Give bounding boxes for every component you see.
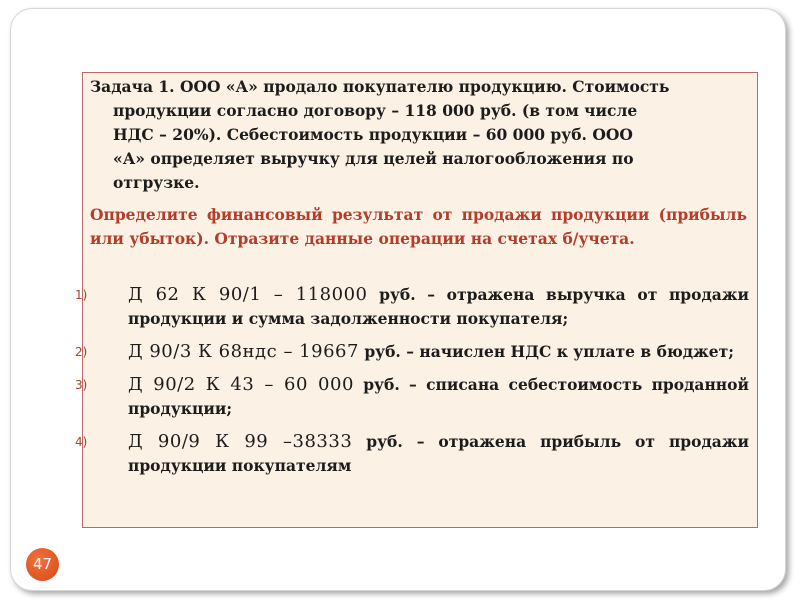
task-text [90,75,747,195]
accounting-entry: Д 62 К 90/1 – 118000 [128,284,368,305]
question-text: Определите финансовый результат от продажи продукции (прибыль или убыток). Отразите данные операции на счетах б/учета. [90,205,747,248]
list-item-number: 2) [75,345,88,359]
entry-description: руб. – отражена прибыль от продажи продукции покупателям [128,432,749,475]
entry-description: руб. – отражена выручка от продажи продукции и сумма задолженности покупателя; [128,285,749,328]
task-line-3: НДС – 20%). Себестоимость продукции – 60 000 руб. ООО [113,125,633,144]
list-item-number: 3) [75,378,88,392]
list-item-number: 4) [75,435,88,449]
page-number-badge: 47 [26,548,59,581]
task-line-2: продукции согласно договору – 118 000 руб. (в том числе [113,101,638,120]
list-item-number: 1) [75,288,88,302]
accounting-entry: Д 90/2 К 43 – 60 000 [128,374,354,395]
list-item [75,373,759,421]
list-item [75,283,759,331]
task-line-5: отгрузке. [113,173,200,192]
entry-description: руб. – начислен НДС к уплате в бюджет; [358,342,734,361]
list-item [75,340,759,364]
entry-description: руб. – списана себестоимость проданной продукции; [128,375,749,418]
accounting-entry: Д 90/9 К 99 –38333 [128,431,353,452]
task-line-4: «А» определяет выручку для целей налогообложения по [113,149,634,168]
list-item [75,430,759,478]
entries-list [75,283,759,487]
accounting-entry: Д 90/3 К 68ндс – 19667 [128,341,359,362]
content-box [75,72,758,528]
task-line-1: Задача 1. ООО «А» продало покупателю продукцию. Стоимость [90,77,670,96]
